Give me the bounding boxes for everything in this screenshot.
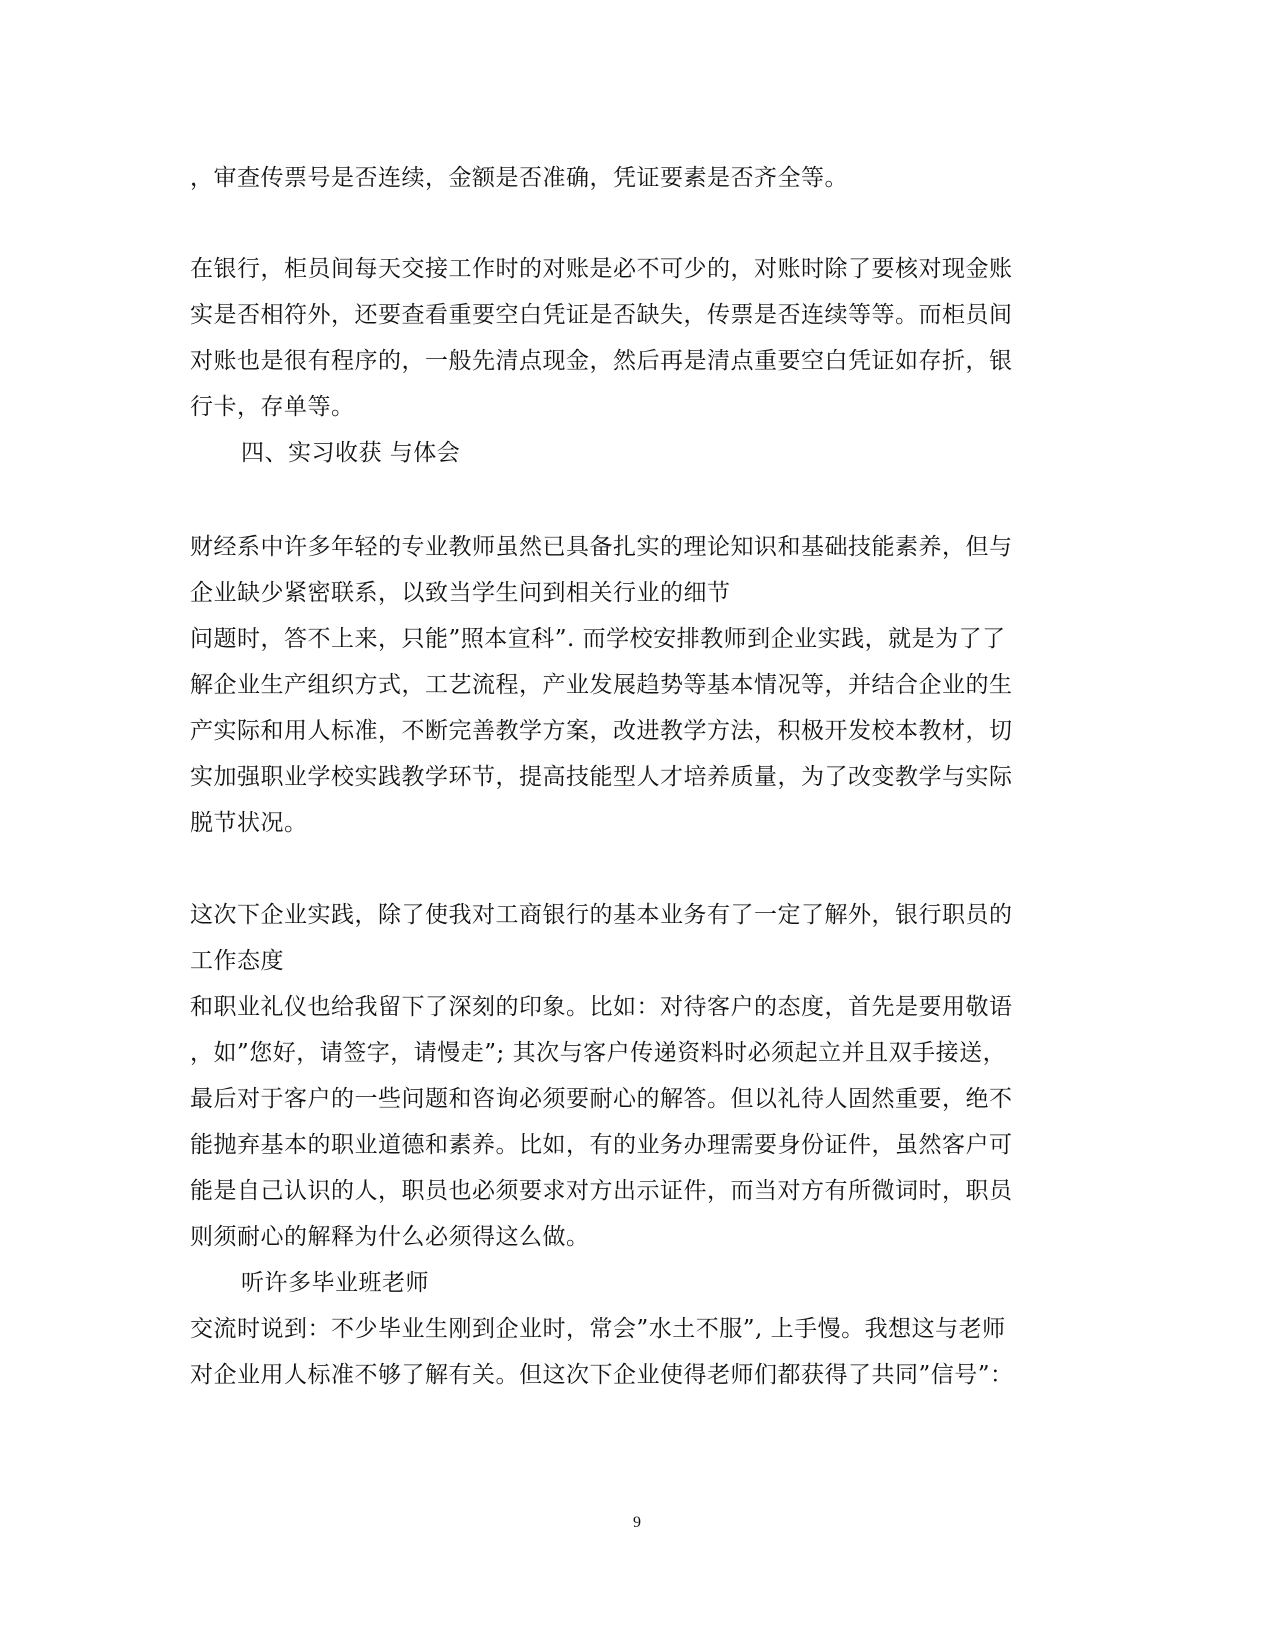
section-heading: 四、实习收获 与体会 <box>241 440 461 466</box>
text-line: 则须耐心的解释为什么必须得这么做。 <box>190 1224 590 1250</box>
text-line: 对企业用人标准不够了解有关。但这次下企业使得老师们都获得了共同”信号”： <box>190 1362 1014 1388</box>
text-line: ，审查传票号是否连续，金额是否准确，凭证要素是否齐全等。 <box>190 165 848 191</box>
text-line: 在银行，柜员间每天交接工作时的对账是必不可少的，对账时除了要核对现金账 <box>190 256 1013 282</box>
text-line: 最后对于客户的一些问题和咨询必须要耐心的解答。但以礼待人固然重要，绝不 <box>190 1086 1013 1112</box>
text-line: 能是自己认识的人，职员也必须要求对方出示证件，而当对方有所微词时，职员 <box>190 1178 1013 1204</box>
text-line: 行卡，存单等。 <box>190 394 355 420</box>
text-line: 能抛弃基本的职业道德和素养。比如，有的业务办理需要身份证件，虽然客户可 <box>190 1132 1013 1158</box>
text-line: 财经系中许多年轻的专业教师虽然已具备扎实的理论知识和基础技能素养，但与 <box>190 534 1013 560</box>
text-line: 实加强职业学校实践教学环节，提高技能型人才培养质量，为了改变教学与实际 <box>190 764 1013 790</box>
text-line: 企业缺少紧密联系，以致当学生问到相关行业的细节 <box>190 580 731 606</box>
text-line: 和职业礼仪也给我留下了深刻的印象。比如：对待客户的态度，首先是要用敬语 <box>190 994 1013 1020</box>
text-line: 工作态度 <box>190 948 284 974</box>
text-line: 实是否相符外，还要查看重要空白凭证是否缺失，传票是否连续等等。而柜员间 <box>190 302 1013 328</box>
text-line: 脱节状况。 <box>190 810 308 836</box>
text-line: 这次下企业实践，除了使我对工商银行的基本业务有了一定了解外，银行职员的 <box>190 902 1013 928</box>
text-line: 解企业生产组织方式，工艺流程，产业发展趋势等基本情况等，并结合企业的生 <box>190 672 1013 698</box>
text-line: 听许多毕业班老师 <box>241 1270 429 1296</box>
text-line: 问题时，答不上来，只能”照本宣科”. 而学校安排教师到企业实践，就是为了了 <box>190 626 1006 652</box>
page-number: 9 <box>633 1514 641 1531</box>
text-line: ，如”您好，请签字，请慢走”; 其次与客户传递资料时必须起立并且双手接送， <box>190 1040 1007 1066</box>
text-line: 交流时说到：不少毕业生刚到企业时，常会”水土不服”, 上手慢。我想这与老师 <box>190 1316 1006 1342</box>
text-line: 对账也是很有程序的，一般先清点现金，然后再是清点重要空白凭证如存折，银 <box>190 348 1013 374</box>
text-line: 产实际和用人标准，不断完善教学方案，改进教学方法，积极开发校本教材，切 <box>190 718 1013 744</box>
